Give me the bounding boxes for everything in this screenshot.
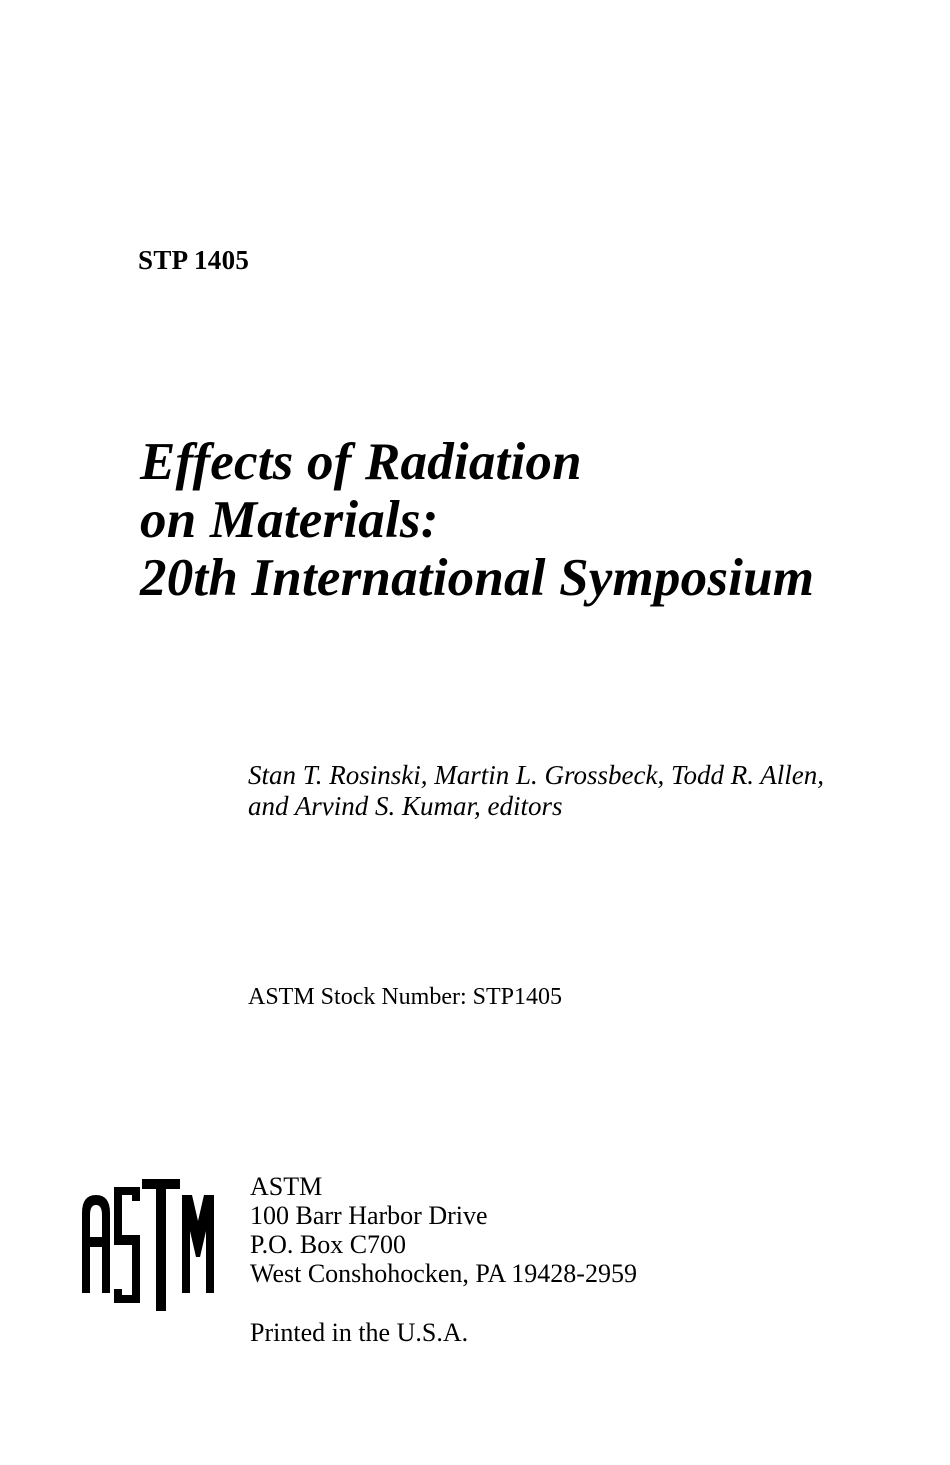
editors <box>248 760 824 822</box>
publisher-name: ASTM <box>250 1172 323 1201</box>
title-line-3: 20th International Symposium <box>140 549 815 607</box>
editors-line-1: Stan T. Rosinski, Martin L. Grossbeck, Todd R. Allen, <box>248 760 825 790</box>
editors-line-2: and Arvind S. Kumar, editors <box>248 791 563 821</box>
stp-number: STP 1405 <box>138 245 250 275</box>
stock-number: ASTM Stock Number: STP1405 <box>248 984 563 1010</box>
publisher-address <box>250 1172 637 1288</box>
publisher-po-box: P.O. Box C700 <box>250 1230 407 1259</box>
book-title <box>140 433 814 607</box>
printed-in: Printed in the U.S.A. <box>250 1318 469 1347</box>
publisher-city: West Conshohocken, PA 19428-2959 <box>250 1259 637 1288</box>
publisher-street: 100 Barr Harbor Drive <box>250 1201 488 1230</box>
title-line-2: on Materials: <box>140 491 439 549</box>
astm-logo-icon <box>80 1175 216 1315</box>
title-line-1: Effects of Radiation <box>140 433 582 491</box>
